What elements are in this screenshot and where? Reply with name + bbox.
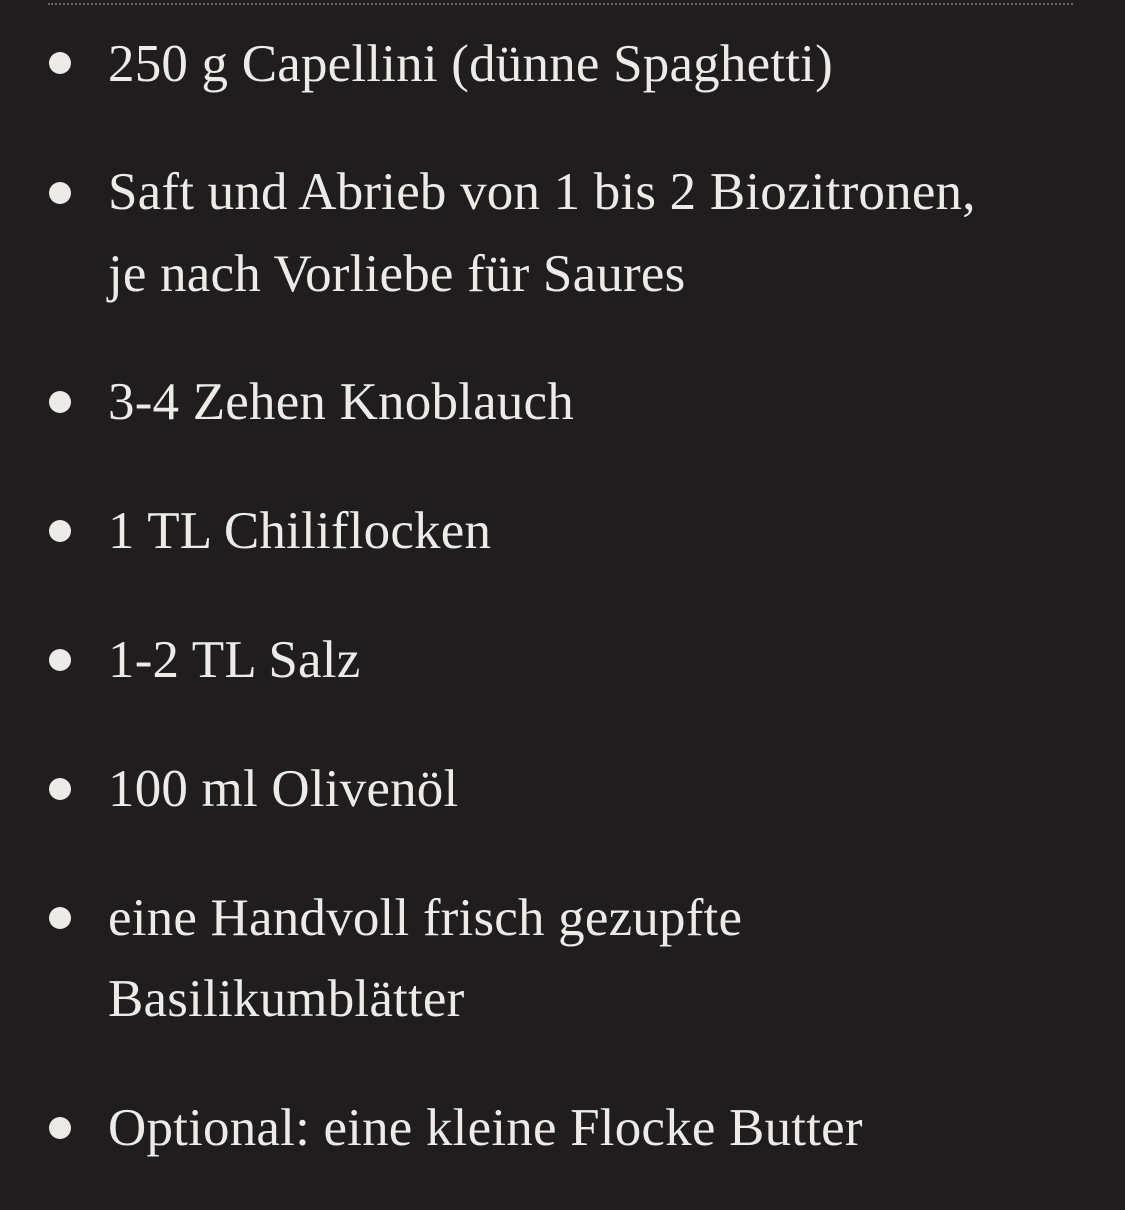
- ingredient-label: 3-4 Zehen Knoblauch: [108, 373, 574, 431]
- bullet-icon: [49, 649, 71, 671]
- ingredient-label: Saft und Abrieb von 1 bis 2 Biozitronen,: [108, 163, 976, 221]
- bullet-icon: [49, 52, 71, 74]
- bullet-icon: [49, 520, 71, 542]
- ingredient-label: 100 ml Olivenöl: [108, 760, 459, 818]
- ingredient-label: eine Handvoll frisch gezupfte: [108, 889, 743, 947]
- ingredient-label: 1-2 TL Salz: [108, 631, 361, 689]
- bullet-icon: [49, 1117, 71, 1139]
- bullet-icon: [49, 778, 71, 800]
- ingredient-label: Basilikumblätter: [108, 970, 465, 1028]
- ingredient-label: 1 TL Chiliflocken: [108, 502, 492, 560]
- bullet-icon: [49, 182, 71, 204]
- ingredient-label: je nach Vorliebe für Saures: [108, 245, 686, 303]
- bullet-icon: [49, 907, 71, 929]
- bullet-icon: [49, 391, 71, 413]
- ingredient-label: Optional: eine kleine Flocke Butter: [108, 1099, 863, 1157]
- ingredient-label: 250 g Capellini (dünne Spaghetti): [108, 35, 833, 93]
- section-divider: [48, 3, 1073, 5]
